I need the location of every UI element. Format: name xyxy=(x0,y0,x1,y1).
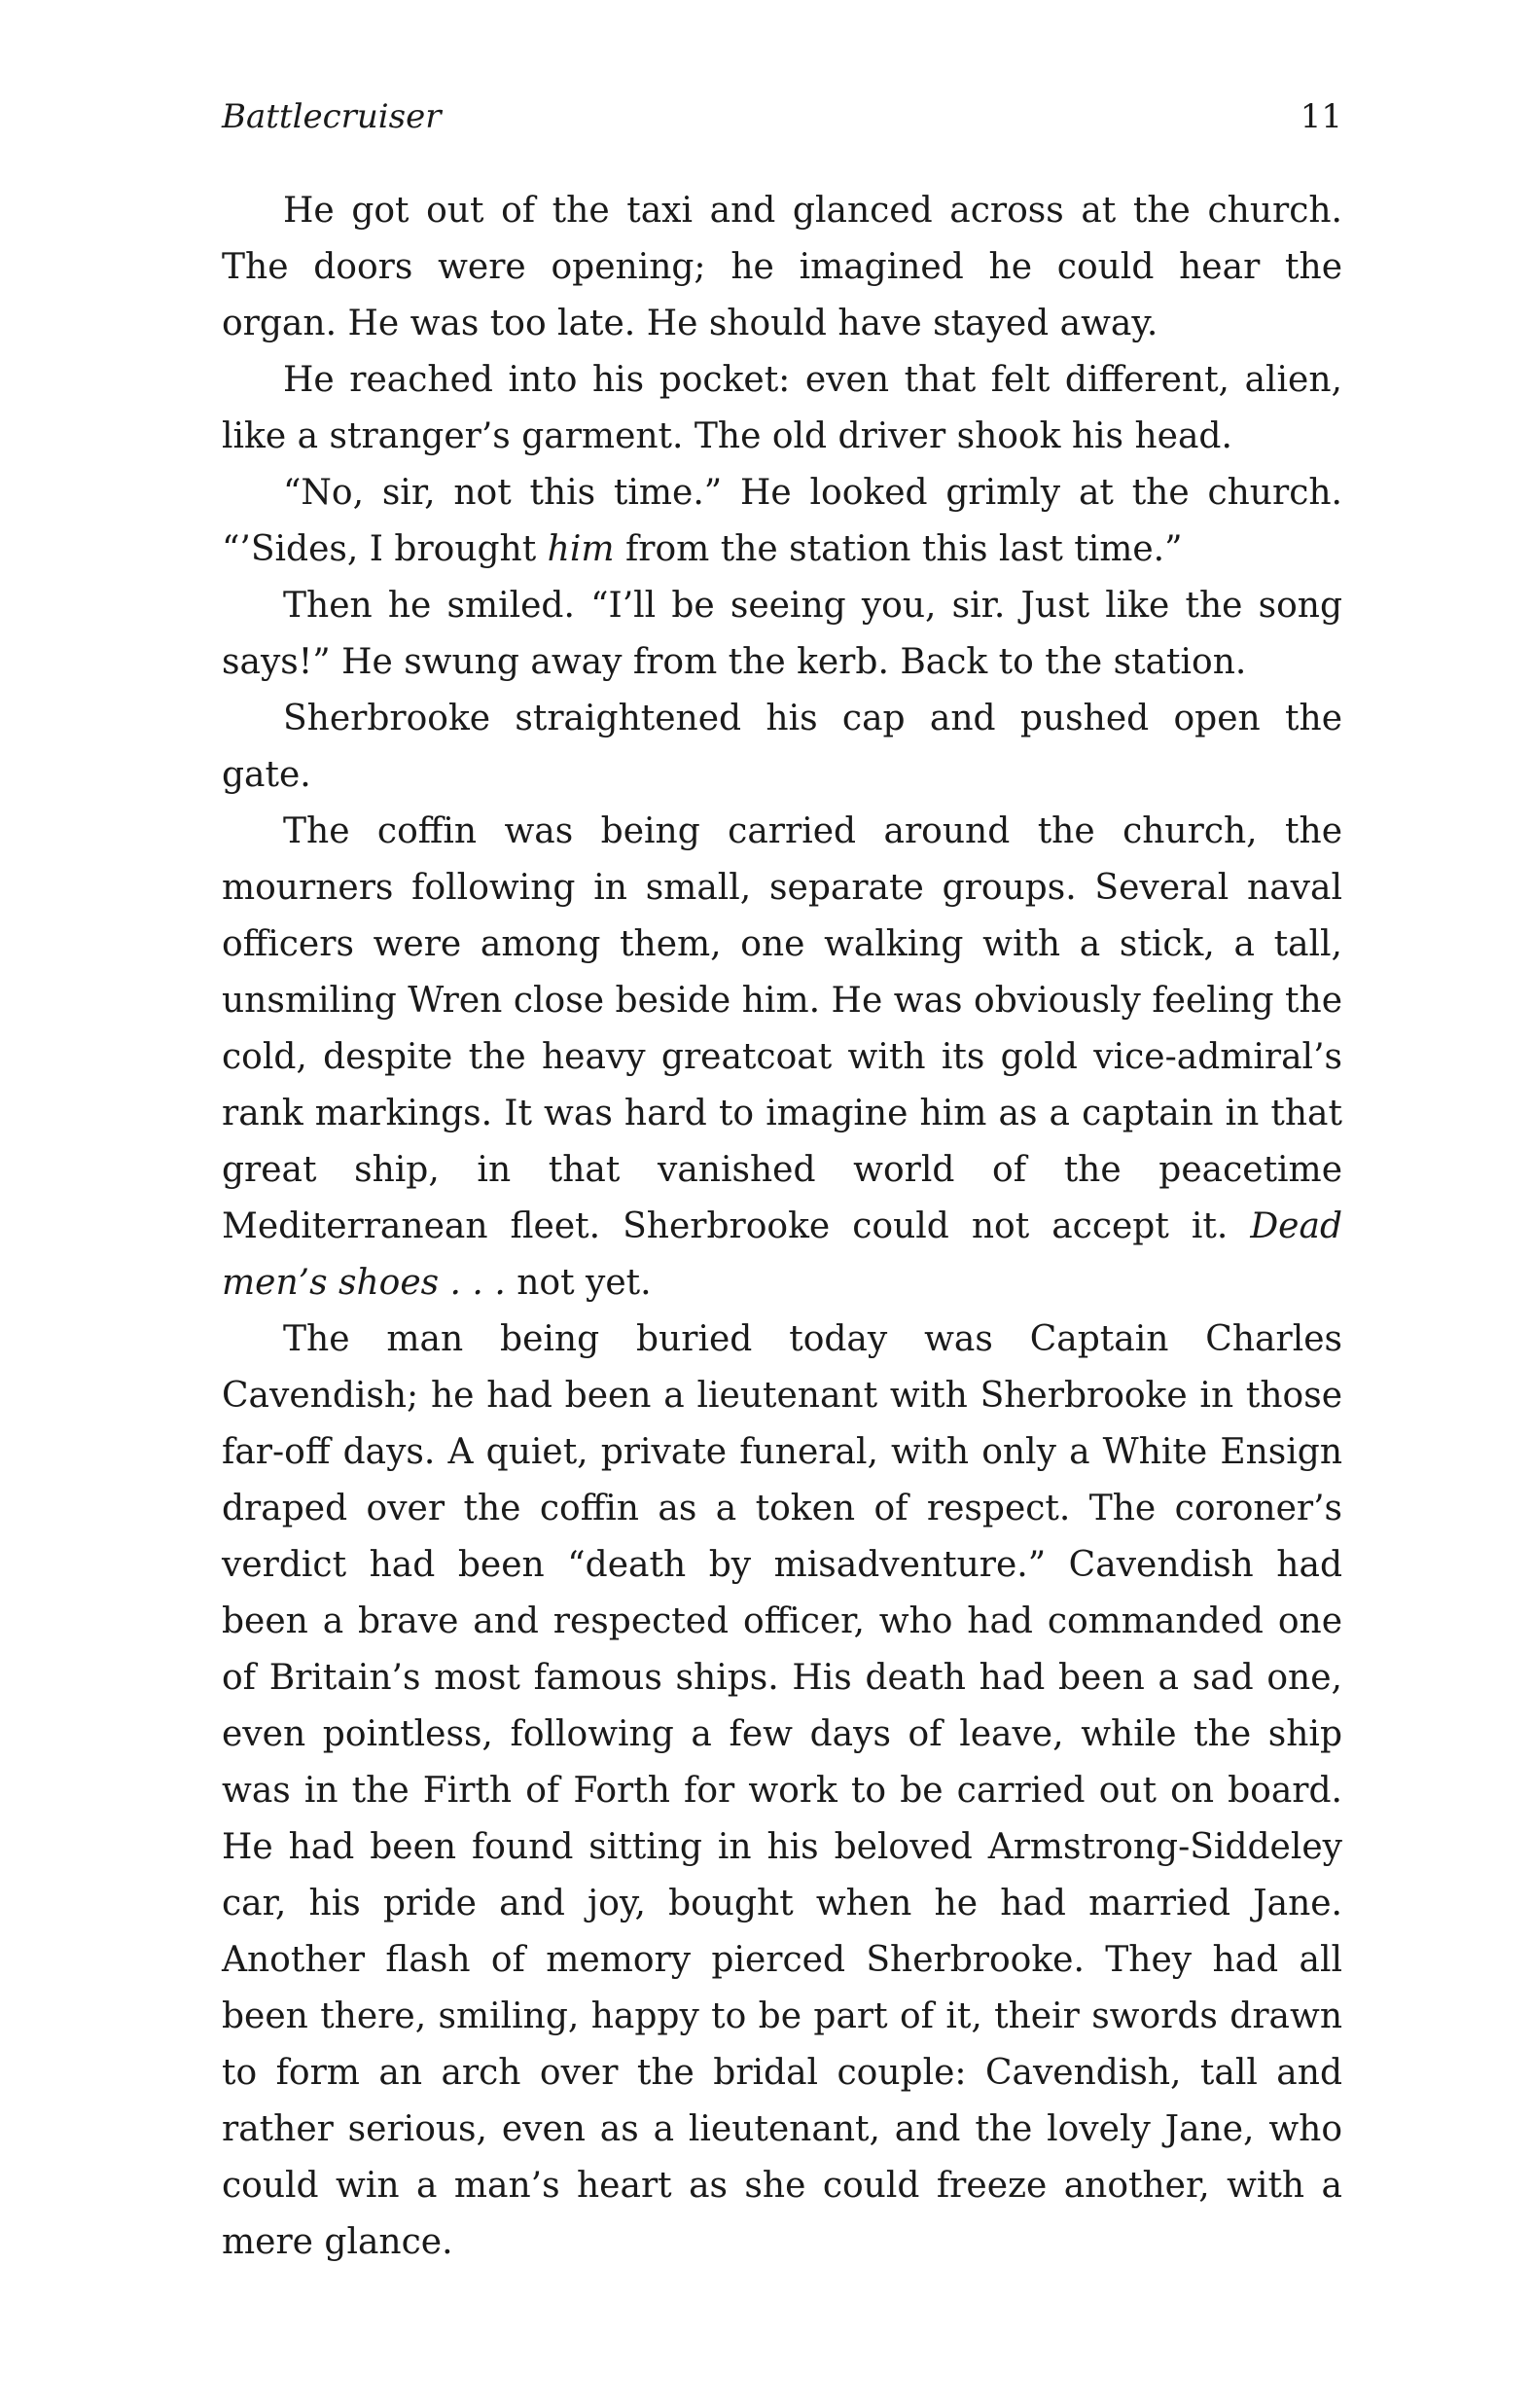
body-text xyxy=(222,183,1342,2271)
text-run: not yet. xyxy=(505,1263,652,1303)
text-run: The man being buried today was Captain Charles Cavendish; he had been a lieutenant with Sherbrooke in those far-off days. A quiet, private funeral, with only a White Ensign draped over the coffin as a token of respect. The coroner’s verdict had been “death by misadventure.” Cavendish had been a brave and respected officer, who had commanded one of Britain’s most famous ships. His death had been a sad one, even pointless, following a few days of leave, while the ship was in the Firth of Forth for work to be carried out on board. He had been found sitting in his beloved Armstrong-Siddeley car, his pride and joy, bought when he had married Jane. Another flash of memory pierced Sherbrooke. They had all been there, smiling, happy to be part of it, their swords drawn to form an arch over the bridal couple: Cavendish, tall and rather serious, even as a lieutenant, and the lovely Jane, who could win a man’s heart as she could freeze another, with a mere glance. xyxy=(222,1319,1342,2262)
text-run: Then he smiled. “I’ll be seeing you, sir. Just like the song says!” He swung away from the kerb. Back to the station. xyxy=(222,586,1342,682)
paragraph xyxy=(222,804,1342,1312)
text-run: Sherbrooke straightened his cap and pushed open the gate. xyxy=(222,699,1342,795)
book-page xyxy=(222,93,1342,2271)
page-number: 11 xyxy=(1300,97,1342,136)
text-run: He reached into his pocket: even that felt different, alien, like a stranger’s garment. The old driver shook his head. xyxy=(222,360,1342,456)
paragraph xyxy=(222,183,1342,352)
paragraph xyxy=(222,465,1342,578)
running-title: Battlecruiser xyxy=(222,97,442,136)
running-head xyxy=(222,93,1342,140)
paragraph xyxy=(222,578,1342,691)
text-run: from the station this last time.” xyxy=(614,529,1183,569)
text-run: He got out of the taxi and glanced across at the church. The doors were opening; he imagined he could hear the organ. He was too late. He should have stayed away. xyxy=(222,191,1342,343)
italic-text: Dead men’s shoes . . . xyxy=(222,1206,1342,1303)
text-run: The coffin was being carried around the church, the mourners following in small, separate groups. Several naval officers were among them, one walking with a stick, a tall, unsmiling Wren close beside him. He was obviously feeling the cold, despite the heavy greatcoat with its gold vice-admiral’s rank markings. It was hard to imagine him as a captain in that great ship, in that vanished world of the peacetime Mediterranean fleet. Sherbrooke could not accept it. xyxy=(222,811,1342,1246)
italic-text: him xyxy=(547,529,615,569)
paragraph xyxy=(222,691,1342,804)
paragraph xyxy=(222,352,1342,465)
paragraph xyxy=(222,1312,1342,2271)
text-run: “No, sir, not this time.” He looked grimly at the church. “’Sides, I brought xyxy=(222,473,1342,569)
